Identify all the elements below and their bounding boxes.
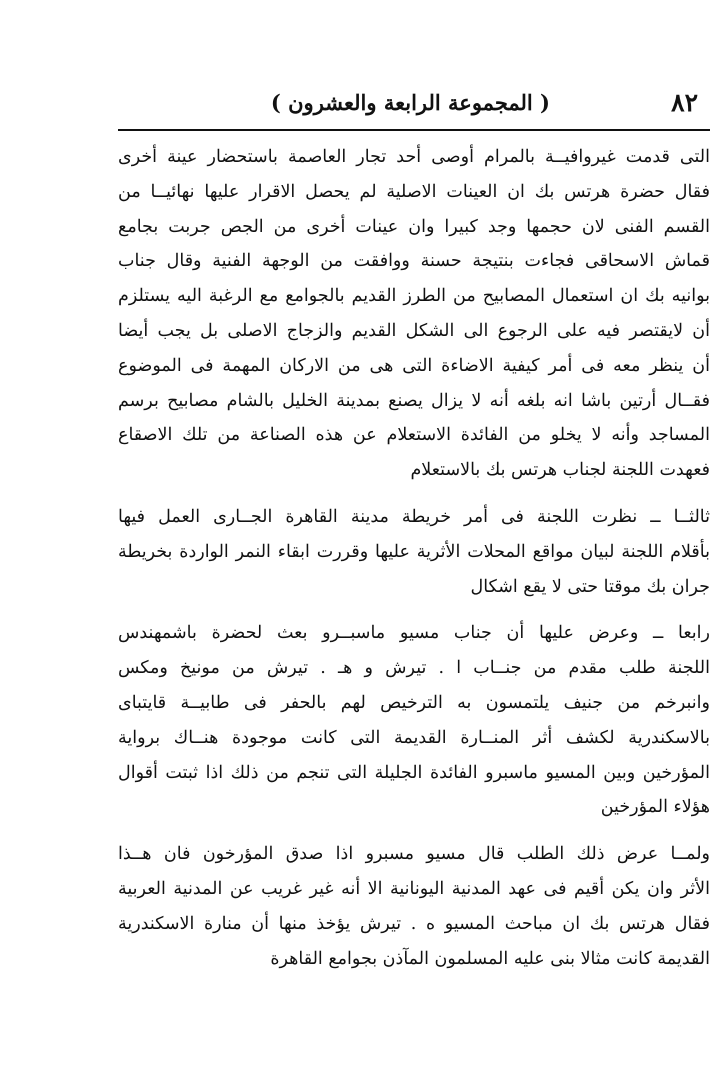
text-line: جران بك موقتا حتى لا يقع اشكال	[470, 576, 710, 597]
text-line: بأقلام اللجنة لبيان مواقع المحلات الأثرية عليها وقررت ابقاء النمر الواردة بخريطة	[118, 541, 710, 562]
body-text	[118, 140, 710, 976]
paragraph-gap	[118, 488, 710, 500]
text-line: التى قدمت غيروافيــة بالمرام أوصى أحد تجار العاصمة باستحضار عينة أخرى	[118, 147, 710, 167]
text-line: ثالثــا ــ نظرت اللجنة فى أمر خريطة مدينة القاهرة الجــارى العمل فيها	[118, 506, 710, 527]
header-rule	[118, 129, 710, 131]
paragraph-3	[118, 616, 710, 825]
page-header	[118, 84, 710, 130]
text-line: رابعا ــ وعرض عليها أن جناب مسيو ماسبــرو بعث لحضرة باشمهندس	[118, 623, 710, 644]
text-line: وانبرخم من جنيف يلتمسون به الترخيص لهم بالحفر فى طابيــة قايتباى	[118, 692, 710, 713]
text-line: فقــال أرتين باشا انه بلغه أنه لا يزال يصنع بمدينة الخليل بالشام مصابيح برسم	[118, 390, 710, 411]
paragraph-4	[118, 837, 710, 976]
running-title: ( المجموعة الرابعة والعشرون )	[270, 90, 550, 115]
text-line: أن ينظر معه فى أمر كيفية الاضاءة التى هى من الاركان المهمة فى الموضوع	[118, 355, 710, 376]
paragraph-1	[118, 140, 710, 488]
text-line: بوانيه بك ان استعمال المصابيح من الطرز القديم بالجوامع مع الرغبة اليه يستلزم	[118, 286, 710, 307]
paragraph-gap	[118, 825, 710, 837]
text-line: فقال حضرة هرتس بك ان العينات الاصلية لم يحصل الاقرار عليها نهائيــا من	[118, 181, 710, 202]
text-line: القسم الفنى لان حجمها وجد كبيرا وان عينات أخرى من الجص جربت بجامع	[118, 216, 710, 237]
text-line: المؤرخين وبين المسيو ماسبرو الفائدة الجليلة التى تنجم من ذلك اذا ثبتت أقوال	[118, 762, 710, 783]
text-line: اللجنة طلب مقدم من جنــاب ا . تيرش و هـ . تيرش من مونيخ ومكس	[118, 658, 710, 679]
page-number: ٨٢	[671, 88, 698, 117]
text-line: بالاسكندرية لكشف أثر المنــارة القديمة التى كانت موجودة هنــاك برواية	[118, 727, 710, 748]
paragraph-gap	[118, 604, 710, 616]
text-line: هؤلاء المؤرخين	[600, 797, 710, 818]
text-line: فقال هرتس بك ان مباحث المسيو ه . تيرش يؤخذ منها أن منارة الاسكندرية	[118, 913, 710, 934]
text-line: فعهدت اللجنة لجناب هرتس بك بالاستعلام	[410, 460, 710, 481]
text-line: أن لايقتصر فيه على الرجوع الى الشكل القديم والزجاج الاصلى بل يجب أيضا	[118, 320, 710, 341]
text-line: المساجد وأنه لا يخلو من الفائدة الاستعلام عن هذه الصناعة من تلك الاصقاع	[118, 425, 710, 446]
text-line: الأثر وان يكن أقيم فى عهد المدنية اليونانية الا أنه غير غريب عن المدنية العربية	[118, 878, 710, 899]
text-line: ولمــا عرض ذلك الطلب قال مسيو مسبرو اذا صدق المؤرخون فان هــذا	[118, 844, 710, 865]
paragraph-2	[118, 500, 710, 604]
text-line: القديمة كانت مثالا بنى عليه المسلمون المآذن بجوامع القاهرة	[270, 948, 710, 969]
text-line: قماش الاسحاقى فجاءت بنتيجة حسنة ووافقت من الوجهة الفنية وقال جناب	[118, 251, 710, 272]
